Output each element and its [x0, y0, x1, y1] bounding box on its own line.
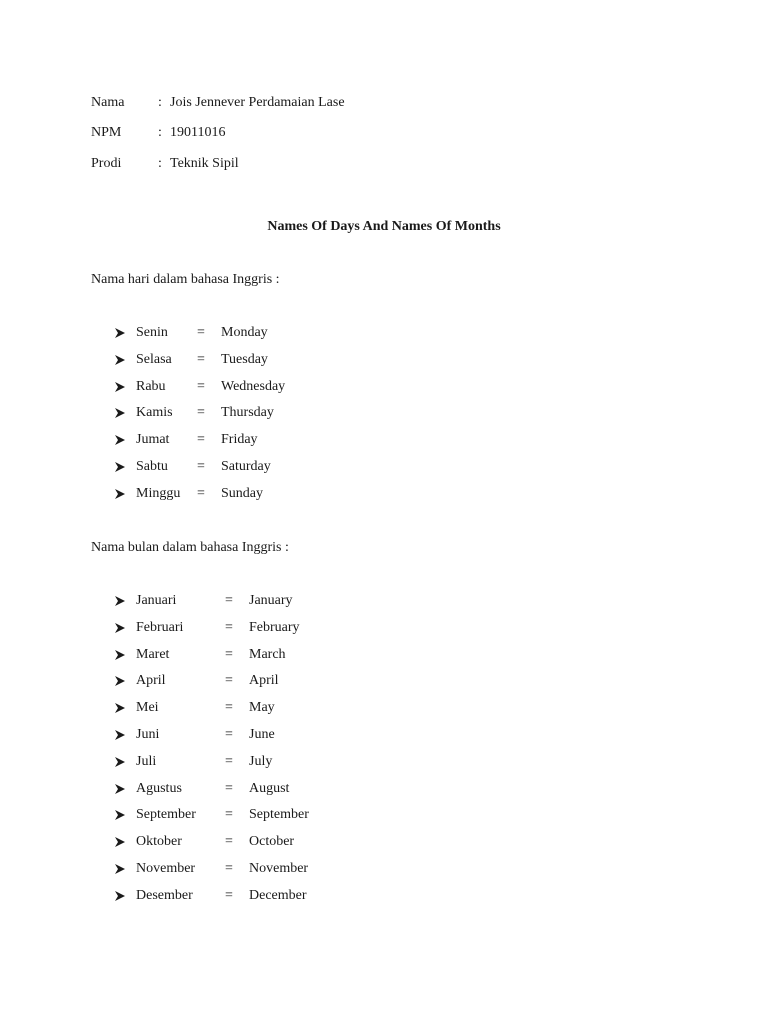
arrowhead-bullet-icon: [114, 461, 126, 479]
indonesian-name: Minggu: [136, 485, 181, 501]
english-name: Wednesday: [221, 378, 286, 394]
english-name: September: [249, 807, 309, 823]
equals-sign: =: [197, 405, 205, 421]
arrowhead-bullet-icon: [114, 622, 126, 640]
english-name: Sunday: [221, 485, 263, 501]
equals-sign: =: [225, 673, 233, 689]
arrowhead-bullet-icon: [114, 488, 126, 506]
indonesian-name: Juni: [136, 727, 160, 742]
english-name: Saturday: [221, 459, 271, 474]
equals-sign: =: [225, 593, 233, 608]
days-intro: Nama hari dalam bahasa Inggris :: [91, 272, 280, 287]
equals-sign: =: [225, 619, 233, 635]
english-name: Tuesday: [221, 351, 268, 367]
nama-colon: :: [158, 95, 162, 110]
arrowhead-bullet-icon: [114, 702, 126, 720]
arrowhead-bullet-icon: [114, 595, 126, 613]
arrowhead-bullet-icon: [114, 756, 126, 774]
arrowhead-bullet-icon: [114, 890, 126, 908]
indonesian-name: September: [136, 807, 196, 823]
indonesian-name: Selasa: [136, 351, 172, 367]
indonesian-name: Desember: [136, 887, 193, 903]
arrowhead-bullet-icon: [114, 354, 126, 372]
english-name: March: [249, 646, 286, 662]
npm-label: NPM: [91, 125, 122, 140]
equals-sign: =: [225, 861, 233, 876]
english-name: October: [249, 834, 295, 850]
english-name: August: [249, 780, 290, 796]
indonesian-name: Maret: [136, 646, 170, 662]
equals-sign: =: [225, 700, 233, 716]
indonesian-name: Senin: [136, 325, 168, 340]
arrowhead-bullet-icon: [114, 783, 126, 801]
equals-sign: =: [197, 459, 205, 474]
nama-value: Jois Jennever Perdamaian Lase: [170, 95, 345, 110]
equals-sign: =: [225, 807, 233, 823]
equals-sign: =: [225, 834, 233, 850]
english-name: January: [249, 593, 293, 608]
english-name: Friday: [221, 432, 258, 448]
prodi-value: Teknik Sipil: [170, 156, 239, 171]
arrowhead-bullet-icon: [114, 381, 126, 399]
indonesian-name: November: [136, 861, 196, 876]
english-name: Monday: [221, 325, 268, 340]
indonesian-name: Jumat: [136, 432, 170, 448]
prodi-label: Prodi: [91, 156, 122, 171]
equals-sign: =: [225, 780, 233, 796]
equals-sign: =: [197, 432, 205, 448]
indonesian-name: Januari: [136, 593, 177, 608]
indonesian-name: Februari: [136, 619, 184, 635]
indonesian-name: Juli: [136, 753, 157, 769]
english-name: July: [249, 753, 273, 769]
arrowhead-bullet-icon: [114, 675, 126, 693]
indonesian-name: April: [136, 673, 166, 689]
arrowhead-bullet-icon: [114, 836, 126, 854]
npm-colon: :: [158, 125, 162, 140]
equals-sign: =: [197, 325, 205, 340]
arrowhead-bullet-icon: [114, 327, 126, 345]
equals-sign: =: [225, 887, 233, 903]
english-name: February: [249, 619, 300, 635]
arrowhead-bullet-icon: [114, 729, 126, 747]
equals-sign: =: [225, 753, 233, 769]
indonesian-name: Kamis: [136, 405, 173, 421]
months-intro: Nama bulan dalam bahasa Inggris :: [91, 540, 289, 555]
equals-sign: =: [197, 485, 205, 501]
english-name: Thursday: [221, 405, 274, 421]
equals-sign: =: [225, 646, 233, 662]
arrowhead-bullet-icon: [114, 863, 126, 881]
english-name: November: [249, 861, 309, 876]
indonesian-name: Oktober: [136, 834, 182, 850]
arrowhead-bullet-icon: [114, 434, 126, 452]
english-name: December: [249, 887, 307, 903]
arrowhead-bullet-icon: [114, 649, 126, 667]
arrowhead-bullet-icon: [114, 809, 126, 827]
indonesian-name: Mei: [136, 700, 159, 716]
indonesian-name: Rabu: [136, 378, 166, 394]
document-title: Names Of Days And Names Of Months: [267, 219, 501, 234]
equals-sign: =: [197, 378, 205, 394]
indonesian-name: Sabtu: [136, 459, 168, 474]
npm-value: 19011016: [170, 125, 226, 140]
nama-label: Nama: [91, 95, 125, 110]
prodi-colon: :: [158, 156, 162, 171]
equals-sign: =: [225, 727, 233, 742]
english-name: June: [249, 727, 275, 742]
english-name: April: [249, 673, 279, 689]
equals-sign: =: [197, 351, 205, 367]
indonesian-name: Agustus: [136, 780, 182, 796]
arrowhead-bullet-icon: [114, 407, 126, 425]
english-name: May: [249, 700, 275, 716]
